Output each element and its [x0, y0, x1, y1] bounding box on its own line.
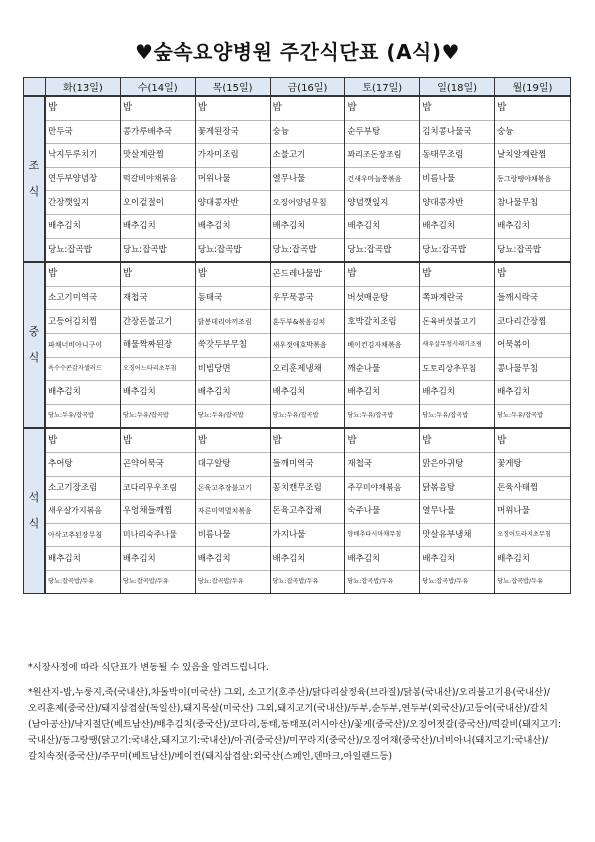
menu-item: 오이겉절이 — [121, 191, 195, 215]
menu-item: 참나물무침 — [495, 191, 570, 215]
menu-item: 숭늉 — [271, 121, 345, 145]
menu-item: 양념깻잎지 — [345, 191, 419, 215]
menu-item: 배추김치 — [420, 215, 494, 239]
menu-item: 콩나물무침 — [495, 358, 570, 382]
menu-item: 자른미역멸치볶음 — [196, 500, 270, 524]
menu-item: 우엉채들깨찜 — [121, 500, 195, 524]
menu-item: 곤드레나물밥 — [271, 263, 345, 287]
menu-item: 당뇨:잡곡밥 — [497, 244, 541, 255]
menu-item: 어묵볶이 — [495, 334, 570, 358]
menu-item: 당뇨:잡곡밥 — [422, 244, 467, 255]
day-menu-cell — [271, 263, 346, 429]
menu-item: 오징어양념무침 — [271, 191, 345, 215]
menu-item: 돈육고추잡채 — [271, 500, 345, 524]
menu-item: 열무나물 — [271, 168, 345, 192]
menu-item: 돈육고추장불고기 — [196, 477, 270, 501]
day-menu-cell — [121, 429, 196, 593]
menu-item: 꽁치캔무조림 — [271, 477, 345, 501]
corner-cell — [24, 78, 46, 97]
menu-item: 배추김치 — [345, 547, 419, 571]
weekly-menu-table — [23, 77, 571, 594]
menu-item: 밥 — [196, 263, 270, 287]
menu-item: 양대콩자반 — [420, 191, 494, 215]
meal-label: 중식 — [28, 325, 40, 365]
day-menu-cell — [345, 429, 420, 593]
menu-item: 배추김치 — [271, 547, 345, 571]
menu-item: 맑은아귀탕 — [420, 453, 494, 477]
menu-item: 밥 — [46, 263, 120, 287]
menu-item: 배추김치 — [420, 547, 494, 571]
meal-row — [24, 263, 570, 429]
menu-item: 당뇨:두유/잡곡밥 — [197, 412, 244, 420]
day-menu-cell — [196, 263, 271, 429]
menu-item: 배추김치 — [196, 215, 270, 239]
menu-item: 연두부양념장 — [46, 168, 120, 192]
menu-item: 재첩국 — [345, 453, 419, 477]
menu-item: 비름나물 — [196, 524, 270, 548]
menu-item: 우무묵콩국 — [271, 287, 345, 311]
menu-item: 버섯매운탕 — [345, 287, 419, 311]
menu-item: 숙주나물 — [345, 500, 419, 524]
day-header: 금(16일) — [271, 78, 346, 97]
day-header: 수(14일) — [121, 78, 196, 97]
menu-item: 동그랑땡야채볶음 — [495, 168, 570, 192]
menu-item: 고등어김치찜 — [46, 310, 120, 334]
day-header: 월(19일) — [495, 78, 570, 97]
menu-item: 배추김치 — [46, 547, 120, 571]
menu-item: 콩가루배추국 — [121, 121, 195, 145]
menu-item: 밥 — [271, 97, 345, 121]
menu-item: 들깨미역국 — [271, 453, 345, 477]
meal-label-cell — [24, 263, 46, 429]
menu-item: 밥 — [495, 263, 570, 287]
menu-item: 동태국 — [196, 287, 270, 311]
menu-item: 오징어도라지초무침 — [495, 524, 570, 548]
menu-item: 배추김치 — [495, 381, 570, 405]
menu-item: 들깨시락국 — [495, 287, 570, 311]
menu-item: 소고기미역국 — [46, 287, 120, 311]
menu-item: 배추김치 — [345, 381, 419, 405]
menu-item: 해물짝짜된장 — [121, 334, 195, 358]
menu-item: 훈두부&볶음김치 — [271, 310, 345, 334]
menu-item: 밥 — [345, 97, 419, 121]
menu-item: 밥 — [345, 263, 419, 287]
menu-item: 낙지두루치기 — [46, 144, 120, 168]
menu-item: 추어탕 — [46, 453, 120, 477]
menu-item: 맛살계란찜 — [121, 144, 195, 168]
menu-item: 새우젓애호박볶음 — [271, 334, 345, 358]
menu-item: 옥수수콘감자샐러드 — [46, 358, 120, 382]
menu-item: 코다리간장찜 — [495, 310, 570, 334]
menu-item: 밥 — [121, 97, 195, 121]
day-menu-cell — [420, 97, 495, 263]
menu-item: 배추김치 — [495, 215, 570, 239]
menu-item: 당뇨:잡곡밥/두유 — [197, 578, 244, 586]
menu-item: 곤약어묵국 — [121, 453, 195, 477]
menu-item: 쪽파계란국 — [420, 287, 494, 311]
day-menu-cell — [121, 263, 196, 429]
menu-item: 꽃게탕 — [495, 453, 570, 477]
menu-item: 돈육사태찜 — [495, 477, 570, 501]
menu-item: 베이컨김자채볶음 — [345, 334, 419, 358]
day-menu-cell — [495, 97, 570, 263]
day-menu-cell — [271, 429, 346, 593]
day-menu-cell — [345, 97, 420, 263]
meal-label: 석식 — [28, 491, 40, 531]
menu-item: 쑥갓두부무침 — [196, 334, 270, 358]
menu-item: 비름나물 — [420, 168, 494, 192]
day-menu-cell — [420, 263, 495, 429]
menu-item: 동태무조림 — [420, 144, 494, 168]
menu-item: 간장깻잎지 — [46, 191, 120, 215]
menu-item: 당뇨:잡곡밥/두유 — [122, 578, 169, 586]
day-menu-cell — [46, 97, 121, 263]
menu-item: 배추김치 — [121, 381, 195, 405]
menu-item: 당뇨:두유/잡곡밥 — [422, 412, 469, 420]
menu-item: 닭봉데리야끼조림 — [196, 310, 270, 334]
menu-item: 대구알탕 — [196, 453, 270, 477]
meal-row — [24, 429, 570, 593]
menu-item: 밥 — [420, 97, 494, 121]
menu-item: 당뇨:잡곡밥 — [122, 244, 167, 255]
day-menu-cell — [495, 263, 570, 429]
menu-item: 당뇨:잡곡밥 — [272, 244, 317, 255]
menu-item: 맛살유부냉채 — [420, 524, 494, 548]
menu-item: 밥 — [420, 429, 494, 453]
menu-item: 떡갈비야채볶음 — [121, 168, 195, 192]
menu-item: 당뇨:두유/잡곡밥 — [48, 412, 95, 420]
menu-item: 돈육버섯불고기 — [420, 310, 494, 334]
menu-item: 배추김치 — [46, 381, 120, 405]
menu-item: 미나리숙주나물 — [121, 524, 195, 548]
menu-item: 만두국 — [46, 121, 120, 145]
menu-item: 비빔당면 — [196, 358, 270, 382]
menu-item: 당뇨:두유/잡곡밥 — [272, 412, 319, 420]
menu-item: 밥 — [271, 429, 345, 453]
day-menu-cell — [196, 429, 271, 593]
menu-item: 주꾸미야채볶음 — [345, 477, 419, 501]
menu-item: 밥 — [345, 429, 419, 453]
menu-item: 깨순나물 — [345, 358, 419, 382]
page-title: ♥숲속요양병원 주간식단표 (A식)♥ — [135, 40, 460, 64]
menu-item: 열무나물 — [420, 500, 494, 524]
menu-item: 당뇨:잡곡밥/두유 — [48, 578, 95, 586]
menu-item: 새우살가지볶음 — [46, 500, 120, 524]
menu-item: 소고기장조림 — [46, 477, 120, 501]
menu-item: 당뇨:잡곡밥/두유 — [497, 578, 544, 586]
menu-item: 가자미조림 — [196, 144, 270, 168]
day-header: 일(18일) — [420, 78, 495, 97]
menu-item: 당뇨:잡곡밥 — [347, 244, 392, 255]
day-menu-cell — [345, 263, 420, 429]
menu-item: 재첩국 — [121, 287, 195, 311]
menu-item: 밥 — [495, 97, 570, 121]
menu-item: 밥 — [121, 263, 195, 287]
menu-item: 밥 — [121, 429, 195, 453]
menu-item: 코다리무우조림 — [121, 477, 195, 501]
meal-label-cell — [24, 97, 46, 263]
menu-item: 당뇨:두유/잡곡밥 — [347, 412, 394, 420]
menu-item: 꽈리조돈장조림 — [345, 144, 419, 168]
menu-item: 아삭고추된장무침 — [46, 524, 120, 548]
menu-item: 숭늉 — [495, 121, 570, 145]
menu-item: 도토리상추무침 — [420, 358, 494, 382]
meal-label-cell — [24, 429, 46, 593]
menu-item: 김치콩나물국 — [420, 121, 494, 145]
menu-item: 배추김치 — [495, 547, 570, 571]
menu-item: 배추김치 — [345, 215, 419, 239]
day-menu-cell — [46, 263, 121, 429]
menu-item: 당뇨:잡곡밥/두유 — [272, 578, 319, 586]
menu-item: 양배추다시마채무침 — [345, 524, 419, 548]
menu-item: 소불고기 — [271, 144, 345, 168]
menu-item: 배추김치 — [121, 547, 195, 571]
day-menu-cell — [495, 429, 570, 593]
menu-item: 배추김치 — [271, 381, 345, 405]
day-menu-cell — [196, 97, 271, 263]
day-menu-cell — [121, 97, 196, 263]
menu-item: 호박갈치조림 — [345, 310, 419, 334]
menu-item: 밥 — [46, 429, 120, 453]
meal-row — [24, 97, 570, 263]
day-menu-cell — [271, 97, 346, 263]
notes — [28, 660, 568, 765]
meal-label: 조식 — [28, 159, 40, 199]
menu-item: 새우살무청시래기조림 — [420, 334, 494, 358]
menu-item: 가지나물 — [271, 524, 345, 548]
menu-item: 양대콩자반 — [196, 191, 270, 215]
menu-item: 꽃게된장국 — [196, 121, 270, 145]
menu-item: 배추김치 — [196, 381, 270, 405]
menu-item: 밥 — [46, 97, 120, 121]
menu-item: 밥 — [495, 429, 570, 453]
menu-item: 당뇨:잡곡밥 — [48, 244, 92, 255]
menu-item: 머위나물 — [196, 168, 270, 192]
menu-item: 밥 — [196, 429, 270, 453]
menu-item: 날치알계란찜 — [495, 144, 570, 168]
menu-item: 배추김치 — [271, 215, 345, 239]
menu-item: 간장돈불고기 — [121, 310, 195, 334]
day-header: 화(13일) — [46, 78, 121, 97]
menu-item: 밥 — [196, 97, 270, 121]
day-header: 토(17일) — [345, 78, 420, 97]
menu-item: 순두부탕 — [345, 121, 419, 145]
menu-item: 배추김치 — [46, 215, 120, 239]
menu-item: 오징어느타리초무침 — [121, 358, 195, 382]
menu-item: 당뇨:두유/잡곡밥 — [497, 412, 544, 420]
day-header: 목(15일) — [196, 78, 271, 97]
menu-item: 오리훈제냉채 — [271, 358, 345, 382]
menu-item: 밥 — [420, 263, 494, 287]
menu-item: 당뇨:잡곡밥/두유 — [422, 578, 469, 586]
menu-item: 닭볶음탕 — [420, 477, 494, 501]
menu-item: 당뇨:잡곡밥/두유 — [347, 578, 394, 586]
day-header-row — [24, 78, 570, 97]
day-menu-cell — [420, 429, 495, 593]
menu-item: 건새우마늘쫑볶음 — [345, 168, 419, 192]
menu-item: 배추김치 — [420, 381, 494, 405]
menu-item: 파채너비아니구이 — [46, 334, 120, 358]
origin-notice: *원산지-밥,누룽지,죽(국내산),차돌박이(미국산) 그외, 소고기(호주산)/닭다리살정육(브라질)/닭봉(국내산)/오리불고기용(국내산)/오리훈제(중국산)/돼지삼겹살(독일산),돼지목살(미국산) 그외,돼지고기(국내산)/두부,순두부,연두부(외국산)/고등어(국내산)/갈치(남아공산)/낙지절단(베트남산)/배추김치(중국산)/코다리,동태,동태포(러시아산)/꽃게(중국산)/오징어젓갈(중국산)/떡갈비(돼지고기:국내산)/동그랑땡(닭고기:국내산,돼지고기:국내산)/아귀(중국산)/미꾸라지(중국산)/오징어채(중국산)/너비아니(돼지고기:국내산)/갈치속젓(중국산)/주꾸미(베트남산)/베이컨(돼지삼겹살:외국산(스페인,덴마크,아일랜드등) — [28, 687, 562, 762]
change-notice: *시장사정에 따라 식단표가 변동될 수 있음을 알려드립니다. — [28, 662, 269, 673]
day-menu-cell — [46, 429, 121, 593]
menu-item: 배추김치 — [196, 547, 270, 571]
menu-item: 당뇨:잡곡밥 — [197, 244, 242, 255]
menu-item: 배추김치 — [121, 215, 195, 239]
menu-item: 머위나물 — [495, 500, 570, 524]
menu-item: 당뇨:두유/잡곡밥 — [122, 412, 169, 420]
